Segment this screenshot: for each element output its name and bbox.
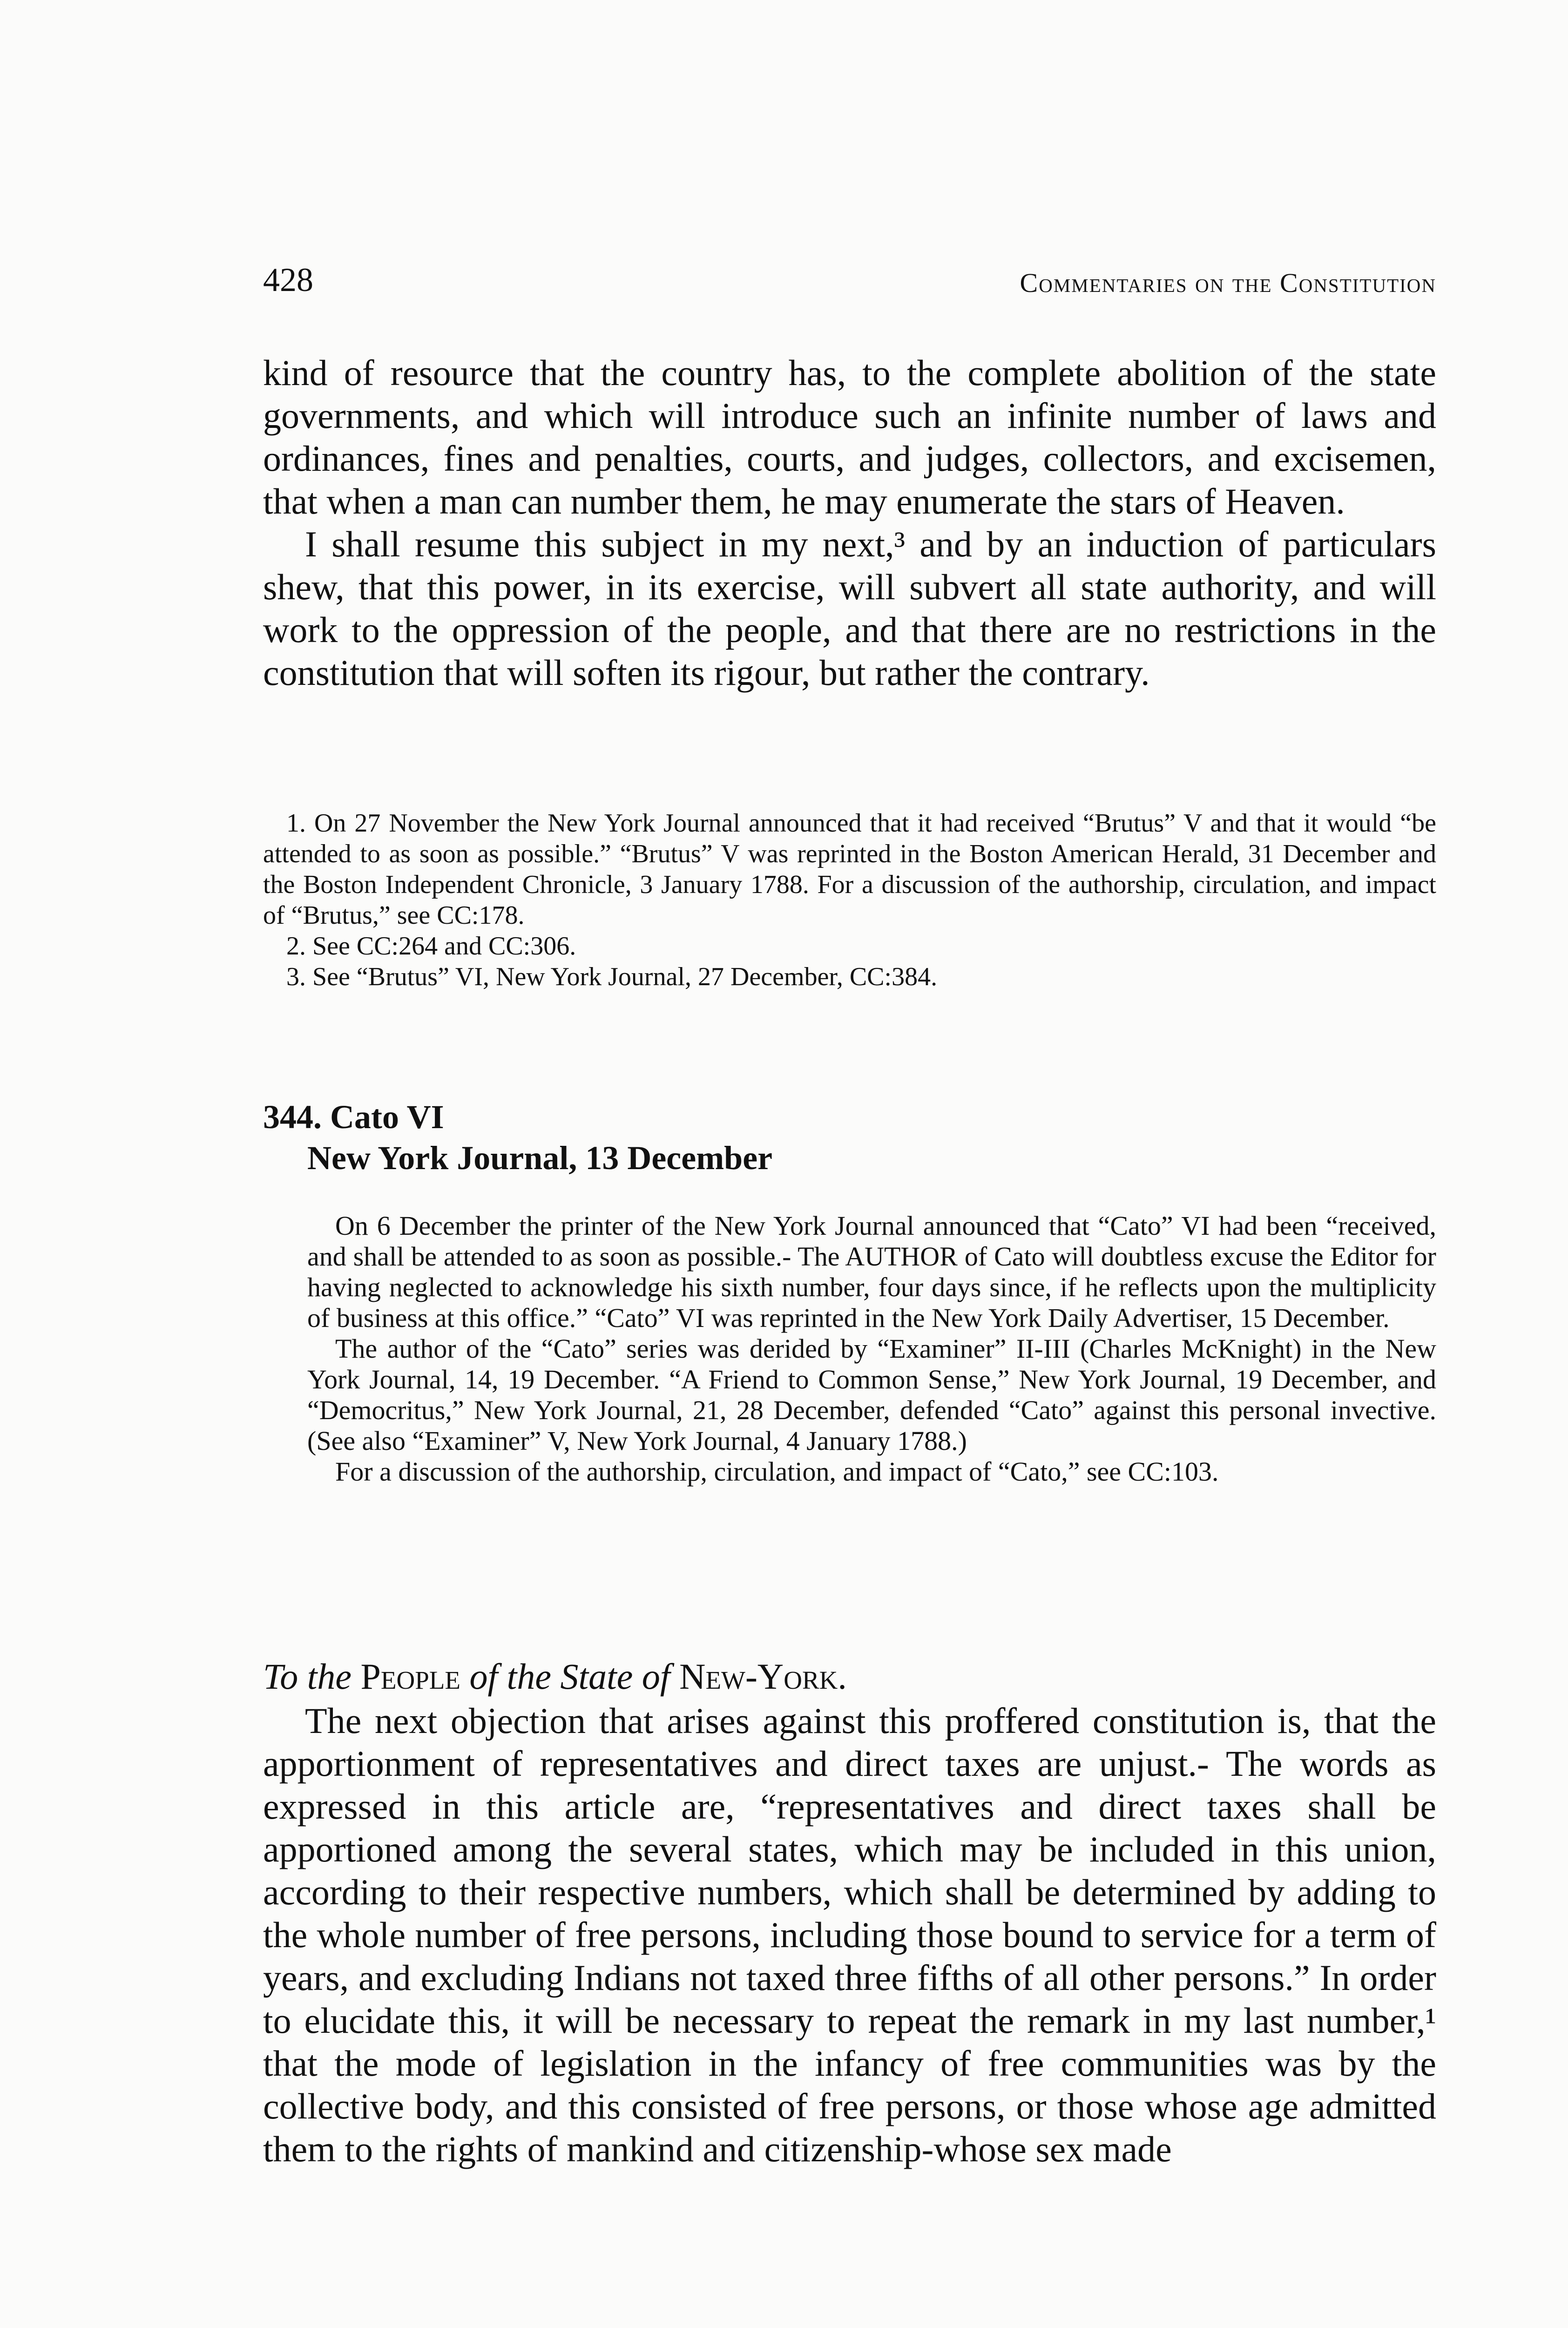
salutation-of-the-state: of the State of [469,1656,670,1697]
salutation-to-the: To the [263,1656,352,1697]
salutation-people: People [360,1656,460,1697]
headnote-paragraph-2: The author of the “Cato” series was derided by “Examiner” II-III (Charles McKnight) in the New York Journal, 14, 19 December. “A Friend to Common Sense,” New York Journal, 19 December, and “Democritus,” New York Journal, 21, 28 December, defended “Cato” against this personal invective. (See also “Examiner” V, New York Journal, 4 January 1788.) [307,1333,1436,1456]
running-head: Commentaries on the Constitution [1020,268,1436,298]
headnote-paragraph-3: For a discussion of the authorship, circulation, and impact of “Cato,” see CC:103. [335,1456,1219,1487]
footnote-2: 2. See CC:264 and CC:306. [286,932,576,961]
salutation [263,1655,1436,1698]
essay-paragraph: The next objection that arises against this proffered constitution is, that the apportionment of representatives and direct taxes are unjust.- The words as expressed in this article are, “representatives and direct taxes shall be apportioned among the several states, which may be included in this union, according to their respective numbers, which shall be determined by adding to the whole number of free persons, including those bound to service for a term of years, and excluding Indians not taxed three fifths of all other persons.” In order to elucidate this, it will be necessary to repeat the remark in my last number,¹ that the mode of legislation in the infancy of free communities was by the collective body, and this consisted of free persons, or those whose age admitted them to the rights of mankind and citizenship-whose sex made [263,1700,1436,2169]
headnote-paragraph-1: On 6 December the printer of the New York Journal announced that “Cato” VI had been “received, and shall be attended to as soon as possible.- The AUTHOR of Cato will doubtless excuse the Editor for having neglected to acknowledge his sixth number, four days since, if he reflects upon the multiplicity of business at this office.” “Cato” VI was reprinted in the New York Daily Advertiser, 15 December. [307,1211,1436,1333]
footnotes [263,808,1436,992]
footnote-1: 1. On 27 November the New York Journal announced that it had received “Brutus” V and that it would “be attended to as soon as possible.” “Brutus” V was reprinted in the Boston American Herald, 31 December and the Boston Independent Chronicle, 3 January 1788. For a discussion of the authorship, circulation, and impact of “Brutus,” see CC:178. [263,809,1436,930]
essay-body [263,1699,1436,2171]
document-title: 344. Cato VI [263,1098,444,1136]
page-number: 428 [263,261,313,298]
footnote-3: 3. See “Brutus” VI, New York Journal, 27 December, CC:384. [286,962,938,991]
document-heading [263,1096,1436,1178]
document-source: New York Journal, 13 December [307,1139,773,1177]
resume-paragraph: I shall resume this subject in my next,³ and by an induction of particulars shew, that this power, in its exercise, will subvert all state authority, and will work to the oppression of the people, and that there are no restrictions in the constitution that will soften its rigour, but rather the contrary. [263,524,1436,693]
headnote [263,1211,1436,1487]
carryover-paragraph: kind of resource that the country has, to the complete abolition of the state governments, and which will introduce such an infinite number of laws and ordinances, fines and penalties, courts, and judges, collectors, and excisemen, that when a man can number them, he may enumerate the stars of Heaven. [263,352,1436,521]
page-header [263,261,1436,298]
salutation-new-york: New-York. [679,1656,847,1697]
carryover-text [263,352,1436,694]
